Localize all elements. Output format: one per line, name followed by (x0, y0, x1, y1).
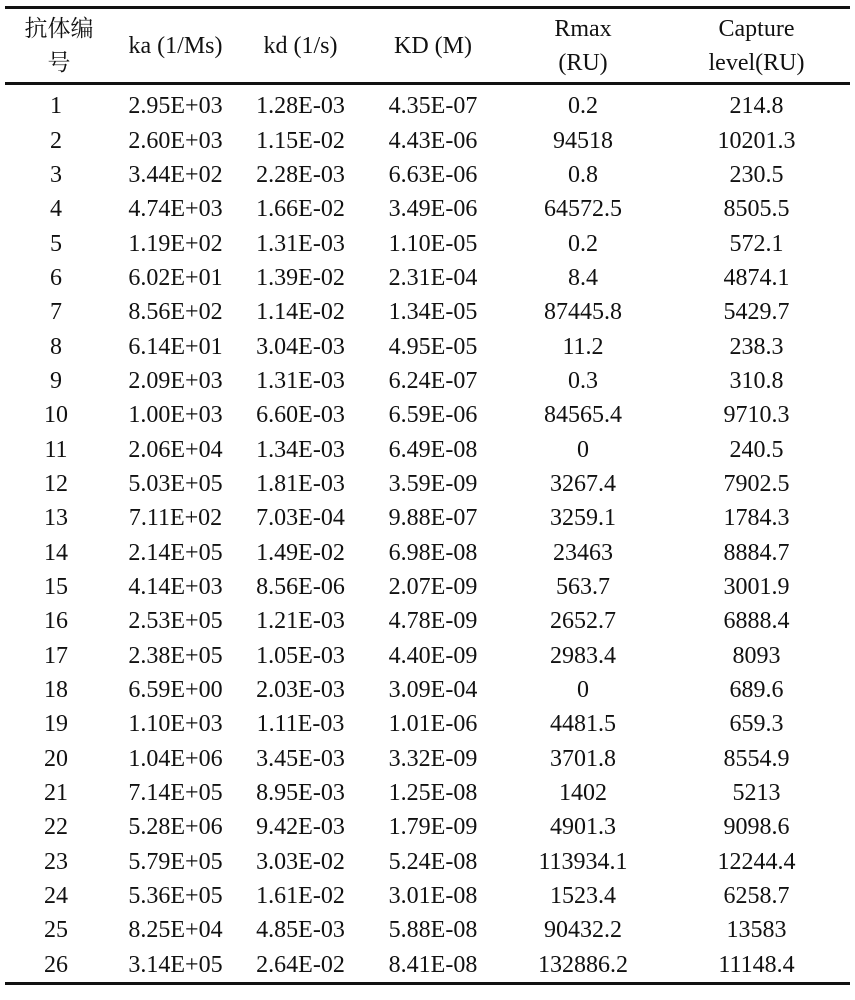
cell-KD: 2.07E-09 (388, 573, 478, 600)
cell-KD: 6.59E-06 (388, 402, 478, 429)
cell-kd: 9.42E-03 (256, 814, 345, 841)
cell-ka: 5.28E+06 (128, 814, 223, 841)
cell-kd: 2.64E-02 (256, 951, 345, 978)
cell-kd: 6.60E-03 (256, 402, 345, 429)
cell-antibody-id: 4 (50, 196, 62, 223)
cell-capture-level: 310.8 (729, 367, 784, 394)
cell-rmax: 2652.7 (550, 608, 616, 635)
table-row (5, 192, 850, 226)
cell-rmax: 4481.5 (550, 711, 616, 738)
cell-KD: 6.24E-07 (388, 367, 478, 394)
cell-KD: 4.40E-09 (388, 642, 478, 669)
cell-capture-level: 214.8 (729, 93, 784, 120)
cell-antibody-id: 10 (44, 402, 68, 429)
table-row (5, 845, 850, 879)
cell-rmax: 87445.8 (544, 299, 622, 326)
cell-kd: 2.28E-03 (256, 161, 345, 188)
cell-KD: 6.98E-08 (388, 539, 478, 566)
cell-kd: 2.03E-03 (256, 677, 345, 704)
cell-capture-level: 9710.3 (723, 402, 790, 429)
cell-KD: 4.78E-09 (388, 608, 478, 635)
cell-antibody-id: 6 (50, 264, 62, 291)
cell-ka: 1.00E+03 (128, 402, 223, 429)
cell-kd: 1.34E-03 (256, 436, 345, 463)
cell-antibody-id: 9 (50, 367, 62, 394)
cell-rmax: 1402 (559, 780, 607, 807)
cell-capture-level: 9098.6 (723, 814, 790, 841)
cell-capture-level: 6258.7 (723, 883, 790, 910)
cell-KD: 6.63E-06 (388, 161, 478, 188)
cell-antibody-id: 8 (50, 333, 62, 360)
cell-rmax: 11.2 (562, 333, 604, 360)
cell-KD: 1.01E-06 (388, 711, 478, 738)
cell-ka: 2.14E+05 (128, 539, 223, 566)
cell-rmax: 0 (577, 677, 589, 704)
table-row (5, 913, 850, 947)
table-row (5, 261, 850, 295)
cell-kd: 3.45E-03 (256, 745, 345, 772)
table-row (5, 570, 850, 604)
cell-capture-level: 230.5 (729, 161, 784, 188)
cell-rmax: 0 (577, 436, 589, 463)
header-KD (363, 8, 503, 84)
header-rmax-line2: (RU) (558, 49, 608, 76)
cell-rmax: 3701.8 (550, 745, 616, 772)
header-antibody-id-line1: 抗体编 (24, 15, 94, 42)
cell-KD: 3.32E-09 (388, 745, 478, 772)
cell-antibody-id: 23 (44, 848, 68, 875)
table-row (5, 673, 850, 707)
cell-antibody-id: 3 (50, 161, 62, 188)
cell-KD: 9.88E-07 (388, 505, 478, 532)
cell-capture-level: 8554.9 (723, 745, 790, 772)
cell-ka: 2.95E+03 (128, 93, 223, 120)
cell-antibody-id: 11 (44, 436, 68, 463)
cell-antibody-id: 25 (44, 917, 68, 944)
cell-ka: 5.36E+05 (128, 883, 223, 910)
table-row (5, 84, 850, 124)
header-capture-line2: level(RU) (708, 49, 805, 76)
cell-ka: 4.14E+03 (128, 573, 223, 600)
cell-KD: 6.49E-08 (388, 436, 478, 463)
cell-capture-level: 8884.7 (723, 539, 790, 566)
table-row (5, 123, 850, 157)
cell-rmax: 0.8 (568, 161, 598, 188)
cell-ka: 2.53E+05 (128, 608, 223, 635)
cell-ka: 1.19E+02 (128, 230, 223, 257)
cell-ka: 4.74E+03 (128, 196, 223, 223)
cell-capture-level: 689.6 (729, 677, 784, 704)
header-rmax (503, 8, 663, 84)
cell-rmax: 94518 (553, 127, 613, 154)
header-kd-label: kd (1/s) (263, 32, 338, 59)
cell-antibody-id: 14 (44, 539, 68, 566)
cell-ka: 6.14E+01 (128, 333, 223, 360)
cell-ka: 3.14E+05 (128, 951, 223, 978)
cell-KD: 1.79E-09 (388, 814, 478, 841)
cell-capture-level: 8093 (732, 642, 781, 669)
table-row (5, 776, 850, 810)
cell-KD: 5.24E-08 (388, 848, 478, 875)
cell-capture-level: 7902.5 (723, 470, 790, 497)
cell-capture-level: 659.3 (729, 711, 784, 738)
cell-capture-level: 12244.4 (717, 848, 796, 875)
cell-capture-level: 10201.3 (717, 127, 796, 154)
cell-KD: 3.01E-08 (388, 883, 478, 910)
table-row (5, 742, 850, 776)
cell-capture-level: 5213 (732, 780, 781, 807)
table-row (5, 364, 850, 398)
header-capture-line1: Capture (718, 15, 795, 42)
cell-capture-level: 8505.5 (723, 196, 790, 223)
cell-ka: 8.56E+02 (128, 299, 223, 326)
cell-kd: 1.31E-03 (256, 230, 345, 257)
cell-rmax: 0.3 (568, 367, 598, 394)
cell-kd: 1.31E-03 (256, 367, 345, 394)
cell-kd: 1.39E-02 (256, 264, 345, 291)
cell-KD: 1.25E-08 (388, 780, 478, 807)
table-row (5, 879, 850, 913)
cell-KD: 8.41E-08 (388, 951, 478, 978)
cell-kd: 1.05E-03 (256, 642, 345, 669)
cell-capture-level: 5429.7 (723, 299, 790, 326)
cell-kd: 8.56E-06 (256, 573, 345, 600)
header-antibody-id (5, 8, 113, 84)
table-row (5, 398, 850, 432)
header-capture-level (663, 8, 850, 84)
cell-KD: 3.49E-06 (388, 196, 478, 223)
cell-KD: 4.95E-05 (388, 333, 478, 360)
cell-kd: 1.15E-02 (256, 127, 345, 154)
cell-ka: 6.02E+01 (128, 264, 223, 291)
cell-kd: 8.95E-03 (256, 780, 345, 807)
cell-kd: 1.21E-03 (256, 608, 345, 635)
table-row (5, 604, 850, 638)
cell-ka: 5.79E+05 (128, 848, 223, 875)
cell-KD: 1.10E-05 (388, 230, 478, 257)
header-kd (238, 8, 363, 84)
cell-rmax: 3259.1 (550, 505, 616, 532)
table-row (5, 329, 850, 363)
cell-rmax: 23463 (553, 539, 613, 566)
cell-capture-level: 238.3 (729, 333, 784, 360)
table-row (5, 535, 850, 569)
cell-ka: 1.04E+06 (128, 745, 223, 772)
cell-rmax: 0.2 (568, 230, 598, 257)
cell-KD: 3.59E-09 (388, 470, 478, 497)
header-row (5, 8, 850, 84)
cell-KD: 1.34E-05 (388, 299, 478, 326)
table-row (5, 639, 850, 673)
table-row (5, 707, 850, 741)
cell-kd: 1.28E-03 (256, 93, 345, 120)
header-ka (113, 8, 238, 84)
cell-kd: 1.14E-02 (256, 299, 345, 326)
cell-capture-level: 4874.1 (723, 264, 790, 291)
cell-rmax: 1523.4 (550, 883, 616, 910)
cell-antibody-id: 22 (44, 814, 68, 841)
cell-KD: 5.88E-08 (388, 917, 478, 944)
header-KD-label: KD (M) (394, 32, 472, 59)
cell-antibody-id: 16 (44, 608, 68, 635)
cell-ka: 8.25E+04 (128, 917, 223, 944)
table-row (5, 467, 850, 501)
cell-KD: 3.09E-04 (388, 677, 478, 704)
cell-rmax: 113934.1 (538, 848, 628, 875)
antibody-kinetics-table-container (5, 6, 850, 985)
cell-antibody-id: 26 (44, 951, 68, 978)
cell-capture-level: 240.5 (729, 436, 784, 463)
cell-rmax: 84565.4 (544, 402, 622, 429)
table-row (5, 432, 850, 466)
table-row (5, 810, 850, 844)
cell-ka: 7.11E+02 (128, 505, 223, 532)
cell-rmax: 4901.3 (550, 814, 616, 841)
cell-ka: 2.09E+03 (128, 367, 223, 394)
cell-rmax: 2983.4 (550, 642, 616, 669)
cell-rmax: 3267.4 (550, 470, 616, 497)
cell-KD: 2.31E-04 (388, 264, 478, 291)
table-row (5, 295, 850, 329)
cell-antibody-id: 20 (44, 745, 68, 772)
cell-ka: 7.14E+05 (128, 780, 223, 807)
cell-antibody-id: 15 (44, 573, 68, 600)
cell-ka: 2.06E+04 (128, 436, 223, 463)
cell-rmax: 8.4 (568, 264, 598, 291)
cell-kd: 1.81E-03 (256, 470, 345, 497)
table-row (5, 226, 850, 260)
table-row (5, 158, 850, 192)
cell-antibody-id: 12 (44, 470, 68, 497)
cell-capture-level: 3001.9 (723, 573, 790, 600)
cell-kd: 1.61E-02 (256, 883, 345, 910)
cell-antibody-id: 7 (50, 299, 62, 326)
cell-ka: 2.38E+05 (128, 642, 223, 669)
cell-rmax: 64572.5 (544, 196, 622, 223)
cell-KD: 4.43E-06 (388, 127, 478, 154)
table-row (5, 948, 850, 984)
cell-ka: 6.59E+00 (128, 677, 223, 704)
table-row (5, 501, 850, 535)
cell-antibody-id: 1 (50, 93, 62, 120)
cell-antibody-id: 19 (44, 711, 68, 738)
cell-ka: 2.60E+03 (128, 127, 223, 154)
cell-antibody-id: 5 (50, 230, 62, 257)
cell-kd: 1.49E-02 (256, 539, 345, 566)
cell-antibody-id: 24 (44, 883, 68, 910)
cell-rmax: 0.2 (568, 93, 598, 120)
cell-kd: 1.66E-02 (256, 196, 345, 223)
cell-ka: 5.03E+05 (128, 470, 223, 497)
cell-rmax: 90432.2 (544, 917, 622, 944)
cell-ka: 1.10E+03 (128, 711, 223, 738)
cell-kd: 3.04E-03 (256, 333, 345, 360)
cell-kd: 1.11E-03 (256, 711, 345, 738)
table-body (5, 84, 850, 984)
cell-kd: 7.03E-04 (256, 505, 345, 532)
cell-antibody-id: 21 (44, 780, 68, 807)
cell-rmax: 563.7 (556, 573, 610, 600)
cell-antibody-id: 17 (44, 642, 68, 669)
cell-capture-level: 6888.4 (723, 608, 790, 635)
cell-kd: 4.85E-03 (256, 917, 345, 944)
cell-antibody-id: 18 (44, 677, 68, 704)
header-antibody-id-line2: 号 (47, 49, 71, 76)
header-rmax-line1: Rmax (554, 15, 612, 42)
antibody-kinetics-table (5, 6, 850, 985)
cell-antibody-id: 2 (50, 127, 62, 154)
cell-capture-level: 13583 (726, 917, 787, 944)
table-header (5, 8, 850, 84)
cell-capture-level: 1784.3 (723, 505, 790, 532)
cell-capture-level: 11148.4 (718, 951, 795, 978)
header-ka-label: ka (1/Ms) (128, 32, 223, 59)
cell-capture-level: 572.1 (729, 230, 784, 257)
cell-kd: 3.03E-02 (256, 848, 345, 875)
cell-antibody-id: 13 (44, 505, 68, 532)
cell-KD: 4.35E-07 (388, 93, 478, 120)
cell-rmax: 132886.2 (538, 951, 628, 978)
cell-ka: 3.44E+02 (128, 161, 223, 188)
